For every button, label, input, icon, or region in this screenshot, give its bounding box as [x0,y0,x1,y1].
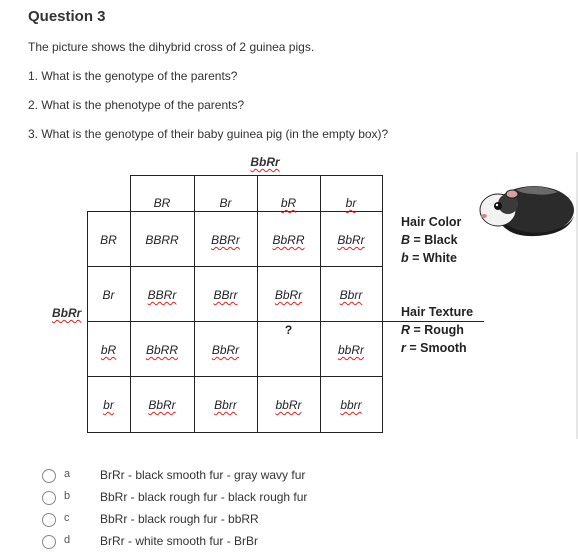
legend-w-value: = White [408,251,457,265]
top-parent-genotype: BbRr [250,155,280,169]
option-b[interactable] [42,490,342,510]
option-a-letter: a [64,468,71,480]
col-header-2: Br [219,196,232,210]
cell-r2-c1: BBRr [147,288,177,302]
cell-r2-c4: Bbrr [339,288,363,302]
option-a[interactable] [42,468,342,488]
row-header-2: Br [102,288,115,302]
option-c[interactable] [42,512,342,532]
cell-r2-c3: BbRr [274,288,303,302]
cell-r1-c2: BBRr [211,233,240,247]
question-1: 1. What is the genotype of the parents? [28,69,238,83]
punnett-square [87,175,383,433]
legend-b-key: B [401,233,411,247]
option-d-letter: d [64,534,71,546]
col-header-4: br [345,196,357,210]
cell-r3-c2: BbRr [211,343,240,357]
cell-r2-c2: BBrr [213,288,238,302]
legend-r-value: = Rough [410,323,464,337]
row-header-3: bR [100,343,117,357]
option-c-text: BbRr - black rough fur - bbRR [100,512,259,526]
hair-color-legend [401,213,461,267]
option-b-letter: b [64,490,71,502]
cell-r4-c4: bbrr [340,398,362,412]
row-header-1: BR [100,233,117,247]
legend-w-key: b [401,251,409,265]
hair-color-title: Hair Color [401,215,462,229]
legend-s-key: r [401,341,406,355]
radio-b[interactable] [42,491,56,505]
option-c-letter: c [64,512,70,524]
option-d-text: BrRr - white smooth fur - BrBr [100,534,259,548]
cell-r4-c3: bbRr [275,398,302,412]
radio-a[interactable] [42,469,56,483]
radio-d[interactable] [42,535,56,549]
option-d[interactable] [42,534,342,554]
cell-r1-c3: BbRR [272,233,305,247]
row-header-4: br [103,398,114,412]
col-header-3: bR [280,196,297,210]
empty-cell-question-mark: ? [284,323,293,337]
question-3: 3. What is the genotype of their baby guinea pig (in the empty box)? [28,127,389,141]
radio-c[interactable] [42,513,56,527]
option-a-text: BrRr - black smooth fur - gray wavy fur [100,468,306,482]
question-2: 2. What is the phenotype of the parents? [28,98,245,112]
cell-r3-c1: BbRR [145,343,178,357]
question-intro: The picture shows the dihybrid cross of 2 guinea pigs. [28,40,315,54]
cell-r4-c1: BbRr [148,398,176,412]
legend-b-value: = Black [410,233,458,247]
question-title: Question 3 [28,8,106,25]
hair-texture-legend [401,303,473,357]
legend-s-value: = Smooth [405,341,467,355]
cell-r3-c4: bbRr [337,343,364,357]
cell-r1-c4: BbRr [337,233,365,247]
cell-r4-c2: Bbrr [214,398,237,412]
side-parent-genotype: BbRr [52,306,82,320]
col-header-1: BR [153,196,171,210]
guinea-pig-image [476,176,576,238]
option-b-text: BbRr - black rough fur - black rough fur [100,490,308,504]
hair-texture-title: Hair Texture [401,305,474,319]
legend-r-key: R [401,323,411,337]
cell-r1-c1: BBRR [145,233,179,247]
